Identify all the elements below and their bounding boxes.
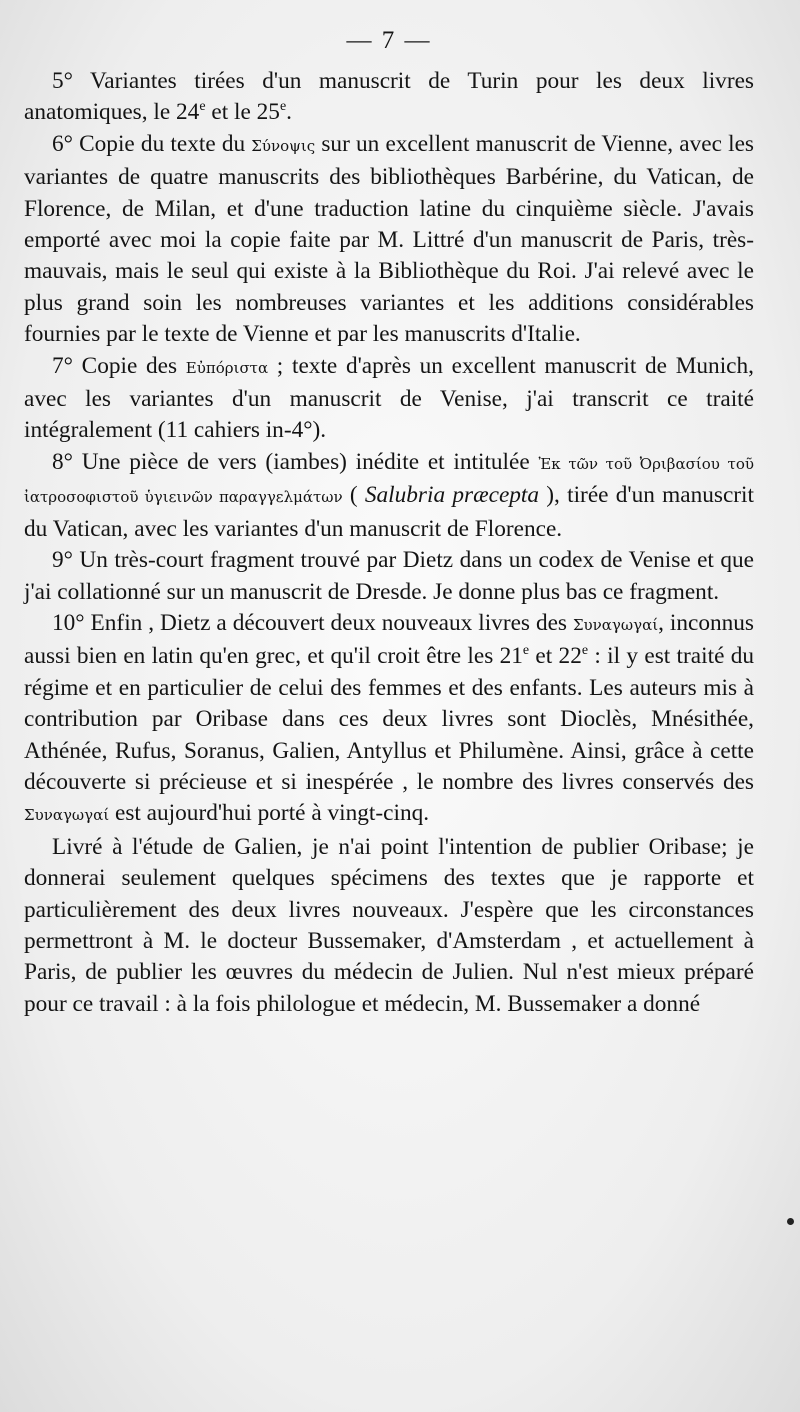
greek-term: Σύνοψις	[251, 136, 316, 155]
text-run: et 22	[529, 643, 582, 670]
text-run: (	[342, 482, 365, 509]
paragraph	[24, 608, 754, 832]
text-run: ; texte d'après un excellent manuscrit de Munich, avec les variantes d'un manuscrit de Venise, j'ai transcrit ce traité intégralement (11 cahiers in-4°).	[24, 352, 754, 444]
superscript: e	[522, 643, 530, 659]
superscript: e	[581, 643, 589, 659]
ink-speck	[787, 1218, 794, 1225]
paragraph	[24, 66, 754, 129]
paragraph	[24, 832, 754, 1020]
greek-term: Συναγωγαί	[572, 615, 659, 634]
greek-term: Ἐκ τῶν τοῦ Ὀριβασίου τοῦ ἰατροσοφιστοῦ ὑγιεινῶν παραγγελμάτων	[24, 454, 754, 507]
superscript: e	[199, 99, 206, 115]
paragraph	[24, 447, 754, 545]
text-run: 5° Variantes tirées d'un manuscrit de Turin pour les deux livres anatomiques, le 24	[24, 68, 754, 126]
text-run: .	[286, 99, 292, 126]
paragraph	[24, 351, 754, 447]
page-number: — 7 —	[346, 27, 432, 54]
superscript: e	[279, 99, 287, 115]
text-run: , inconnus aussi bien en latin qu'en grec, et qu'il croit être les 21	[24, 609, 754, 670]
text-run: 6° Copie du texte du	[52, 130, 252, 157]
text-run: ), tirée d'un manuscrit du Vatican, avec les variantes d'un manuscrit de Florence.	[24, 482, 754, 542]
text-run: est aujourd'hui porté à vingt-cinq.	[109, 800, 430, 827]
text-run: 10° Enfin , Dietz a découvert deux nouveaux livres des	[52, 609, 573, 636]
text-run: et le 25	[205, 99, 280, 126]
greek-term: Συναγωγαί	[24, 806, 110, 825]
text-run: Livré à l'étude de Galien, je n'ai point l'intention de publier Oribase; je donnerai seulement quelques spécimens des textes que je rapporte et particulièrement des deux livres nouveaux. J'espère que les circonstances permettront à M. le docteur Bussemaker, d'Amsterdam , et actuellement à Paris, de publier les œuvres du médecin de Julien. Nul n'est mieux préparé pour ce travail : à la fois philologue et médecin, M. Bussemaker a donné	[24, 833, 754, 1017]
text-run: : il y est traité du régime et en particulier de celui des femmes et des enfants. Les auteurs mis à contribution par Oribase dans ces deux livres sont Dioclès, Mnésithée, Athénée, Rufus, Soranus, Galien, Antyllus et Philumène. Ainsi, grâce à cette découverte si précieuse et si inespérée , le nombre des livres conservés des	[24, 643, 755, 795]
text-run: 8° Une pièce de vers (iambes) inédite et intitulée	[52, 448, 539, 475]
paragraph	[24, 545, 754, 608]
latin-title: Salubria præcepta	[364, 482, 540, 509]
body-text	[24, 66, 754, 1020]
text-run: 9° Un très-court fragment trouvé par Dietz dans un codex de Venise et que j'ai collationné sur un manuscrit de Dresde. Je donne plus bas ce fragment.	[24, 547, 754, 605]
paragraph	[24, 129, 754, 351]
text-run: sur un excellent manuscrit de Vienne, avec les variantes de quatre manuscrits des bibliothèques Barbérine, du Vatican, de Florence, de Milan, et d'une traduction latine du cinquième siècle. J'avais emporté avec moi la copie faite par M. Littré d'un manuscrit de Paris, très-mauvais, mais le seul qui existe à la Bibliothèque du Roi. J'ai relevé avec le plus grand soin les nombreuses variantes et les additions considérables fournies par le texte de Vienne et par les manuscrits d'Italie.	[24, 130, 754, 348]
greek-term: Εὐπόριστα	[185, 358, 269, 377]
text-run: 7° Copie des	[52, 352, 186, 379]
